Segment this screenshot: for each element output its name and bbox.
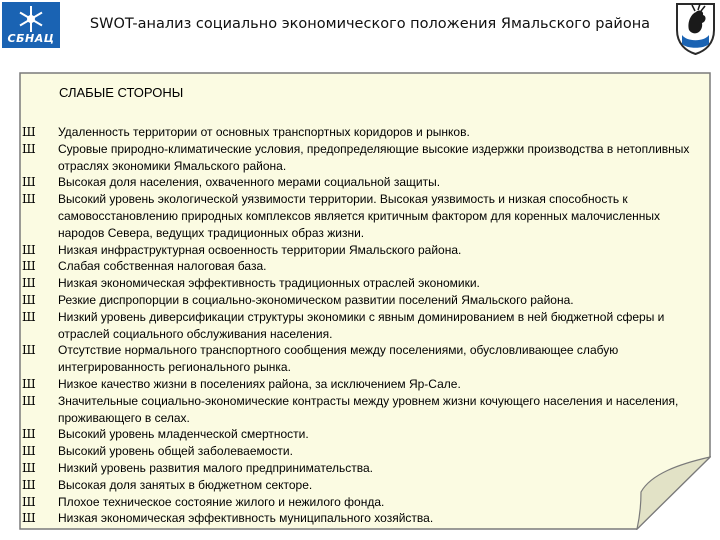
organization-logo	[2, 2, 60, 48]
weaknesses-note	[19, 72, 711, 530]
list-item-text: Низкий уровень диверсификации структуры экономики с явным доминированием в ней бюджетной сферы и отраслей социального обслуживания населения.	[58, 309, 665, 341]
list-item-text: Низкая экономическая эффективность традиционных отраслей экономики.	[58, 276, 480, 291]
page-title: SWOT-анализ социально экономического положения Ямальского района	[89, 16, 651, 32]
list-marker: Ш	[22, 427, 36, 442]
list-item	[22, 477, 698, 494]
list-item	[22, 510, 698, 527]
list-marker: Ш	[22, 292, 36, 307]
list-item	[22, 174, 698, 191]
list-item	[22, 376, 698, 393]
list-item	[22, 342, 698, 376]
list-item-text: Низкая экономическая эффективность муниципального хозяйства.	[58, 511, 434, 526]
list-marker: Ш	[22, 141, 36, 156]
list-item-text: Высокий уровень младенческой смертности.	[58, 427, 309, 442]
weaknesses-list	[22, 124, 698, 527]
list-item	[22, 124, 698, 141]
list-marker: Ш	[22, 242, 36, 257]
list-item	[22, 258, 698, 275]
list-marker: Ш	[22, 192, 36, 207]
list-item-text: Слабая собственная налоговая база.	[58, 259, 267, 274]
list-item	[22, 191, 698, 241]
list-item-text: Низкое качество жизни в поселениях района, за исключением Яр-Сале.	[58, 376, 461, 391]
note-content	[19, 72, 698, 527]
list-item-text: Высокая доля занятых в бюджетном секторе.	[58, 477, 313, 492]
list-item	[22, 460, 698, 477]
list-item-text: Низкий уровень развития малого предпринимательства.	[58, 460, 373, 475]
list-marker: Ш	[22, 477, 36, 492]
list-item-text: Значительные социально-экономические контрасты между уровнем жизни кочующего населения и населения, проживающего в селах.	[58, 393, 679, 425]
list-item	[22, 242, 698, 259]
list-item-text: Удаленность территории от основных транспортных коридоров и рынков.	[58, 125, 470, 139]
list-marker: Ш	[22, 460, 36, 475]
list-marker: Ш	[22, 376, 36, 391]
list-item-text: Резкие диспропорции в социально-экономическом развитии поселений Ямальского района.	[58, 292, 574, 307]
list-item	[22, 494, 698, 511]
coat-of-arms-icon	[673, 0, 718, 56]
list-item	[22, 141, 698, 175]
list-item-text: Суровые природно-климатические условия, предопределяющие высокие издержки производства в нетопливных отраслях экономики Ямальского района.	[58, 141, 690, 173]
list-item	[22, 393, 698, 427]
list-item-text: Отсутствие нормального транспортного сообщения между поселениями, обусловливающее слабую интегрированность регионального рынка.	[58, 343, 619, 375]
list-marker: Ш	[22, 393, 36, 408]
list-marker: Ш	[22, 494, 36, 509]
list-marker: Ш	[22, 511, 36, 526]
list-marker: Ш	[22, 175, 36, 190]
list-marker: Ш	[22, 343, 36, 358]
list-item	[22, 275, 698, 292]
list-marker: Ш	[22, 309, 36, 324]
list-item	[22, 292, 698, 309]
weaknesses-heading: СЛАБЫЕ СТОРОНЫ	[59, 85, 184, 100]
list-item-text: Низкая инфраструктурная освоенность территории Ямальского района.	[58, 242, 462, 257]
list-item-text: Высокая доля населения, охваченного мерами социальной защиты.	[58, 175, 441, 190]
list-marker: Ш	[22, 444, 36, 459]
list-item-text: Высокий уровень общей заболеваемости.	[58, 444, 293, 459]
logo-text: СБНАЦ	[7, 32, 55, 45]
list-item	[22, 443, 698, 460]
list-item	[22, 426, 698, 443]
list-marker: Ш	[22, 125, 36, 139]
list-marker: Ш	[22, 259, 36, 274]
list-marker: Ш	[22, 276, 36, 291]
list-item-text: Высокий уровень экологической уязвимости территории. Высокая уязвимость и низкая способность к самовосстановлению природных комплексов является критичным фактором для коренных малочисленных народов Севера, ведущих традиционных образ жизни.	[58, 192, 661, 240]
list-item	[22, 309, 698, 343]
list-item-text: Плохое техническое состояние жилого и нежилого фонда.	[58, 494, 385, 509]
